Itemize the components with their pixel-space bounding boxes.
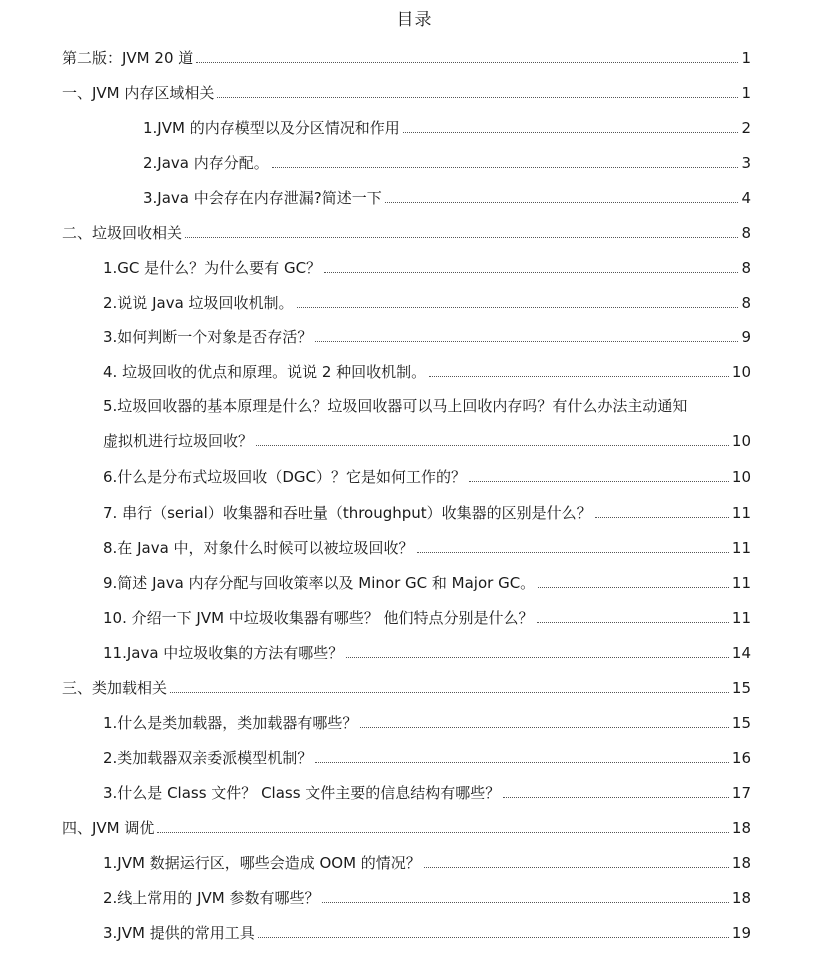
toc-entry-label: 三、类加载相关 [62, 679, 168, 697]
dot-leader [185, 237, 738, 238]
dot-leader [385, 202, 738, 203]
toc-entry-label: 11.Java 中垃圾收集的方法有哪些？ [103, 644, 344, 662]
toc-entry[interactable] [103, 849, 751, 873]
dot-leader [595, 517, 729, 518]
toc-entry-page: 18 [731, 819, 751, 837]
dot-leader [170, 692, 729, 693]
toc-entry-page: 15 [731, 679, 751, 697]
toc-entry-label: 2.类加载器双亲委派模型机制？ [103, 749, 313, 767]
toc-entry[interactable] [103, 884, 751, 908]
toc-entry-wrapped-line[interactable]: 5.垃圾回收器的基本原理是什么？垃圾回收器可以马上回收内存吗？有什么办法主动通知 [103, 397, 688, 415]
toc-entry-page: 2 [741, 119, 751, 137]
dot-leader [503, 797, 729, 798]
dot-leader [360, 727, 729, 728]
toc-entry-page: 11 [731, 609, 751, 627]
toc-entry[interactable] [103, 254, 751, 278]
toc-entry-page: 10 [731, 468, 751, 486]
toc-entry-label: 1.JVM 的内存模型以及分区情况和作用 [143, 119, 400, 137]
dot-leader [469, 481, 729, 482]
toc-entry[interactable] [143, 114, 751, 138]
toc-entry[interactable] [103, 604, 751, 628]
dot-leader [403, 132, 738, 133]
dot-leader [196, 62, 738, 63]
toc-entry[interactable] [103, 358, 751, 382]
toc-entry[interactable] [103, 569, 751, 593]
toc-entry-page: 8 [741, 224, 751, 242]
toc-entry-label: 1.JVM 数据运行区，哪些会造成 OOM 的情况？ [103, 854, 421, 872]
toc-entry[interactable] [62, 674, 751, 698]
toc-entry[interactable] [62, 814, 751, 838]
toc-entry[interactable] [143, 184, 751, 208]
dot-leader [417, 552, 729, 553]
toc-entry-page: 14 [731, 644, 751, 662]
dot-leader [324, 272, 738, 273]
toc-entry-page: 19 [731, 924, 751, 942]
toc-entry-label: 10. 介绍一下 JVM 中垃圾收集器有哪些？ 他们特点分别是什么？ [103, 609, 534, 627]
toc-entry-page: 15 [731, 714, 751, 732]
toc-entry-page: 1 [741, 49, 751, 67]
dot-leader [538, 587, 729, 588]
toc-entry[interactable] [103, 639, 751, 663]
toc-entry[interactable] [103, 779, 751, 803]
toc-entry-page: 3 [741, 154, 751, 172]
toc-entry-page: 11 [731, 574, 751, 592]
toc-entry[interactable] [103, 463, 751, 487]
toc-entry-page: 4 [741, 189, 751, 207]
dot-leader [537, 622, 729, 623]
dot-leader [315, 762, 729, 763]
toc-entry-label: 3.如何判断一个对象是否存活？ [103, 328, 313, 346]
toc-entry[interactable] [103, 709, 751, 733]
toc-entry-page: 10 [731, 432, 751, 450]
toc-entry-label: 6.什么是分布式垃圾回收（DGC）？它是如何工作的？ [103, 468, 466, 486]
toc-entry-label: 2.说说 Java 垃圾回收机制。 [103, 294, 294, 312]
toc-entry[interactable] [103, 744, 751, 768]
toc-entry-page: 17 [731, 784, 751, 802]
toc-entry-label: 4. 垃圾回收的优点和原理。说说 2 种回收机制。 [103, 363, 427, 381]
toc-entry-label: 3.什么是 Class 文件？ Class 文件主要的信息结构有哪些？ [103, 784, 501, 802]
toc-entry[interactable] [103, 919, 751, 943]
toc-entry[interactable] [62, 219, 751, 243]
toc-entry[interactable] [103, 534, 751, 558]
toc-entry-label: 四、JVM 调优 [62, 819, 155, 837]
dot-leader [322, 902, 728, 903]
dot-leader [429, 376, 729, 377]
toc-entry-page: 18 [731, 854, 751, 872]
toc-entry-page: 1 [741, 84, 751, 102]
toc-entry-page: 9 [741, 328, 751, 346]
dot-leader [424, 867, 729, 868]
toc-entry-label: 二、垃圾回收相关 [62, 224, 183, 242]
toc-entry-page: 8 [741, 259, 751, 277]
toc-entry-label: 1.GC 是什么？为什么要有 GC？ [103, 259, 322, 277]
toc-entry[interactable] [62, 44, 751, 68]
toc-entry-page: 18 [731, 889, 751, 907]
toc-entry-label: 一、JVM 内存区域相关 [62, 84, 215, 102]
dot-leader [157, 832, 729, 833]
toc-entry-page: 10 [731, 363, 751, 381]
toc-entry[interactable] [103, 323, 751, 347]
dot-leader [297, 307, 738, 308]
toc-entry-label: 虚拟机进行垃圾回收？ [103, 432, 254, 450]
toc-entry-label: 9.简述 Java 内存分配与回收策率以及 Minor GC 和 Major GC。 [103, 574, 536, 592]
toc-entry-page: 16 [731, 749, 751, 767]
toc-entry-label: 3.Java 中会存在内存泄漏?简述一下 [143, 189, 382, 207]
dot-leader [315, 341, 738, 342]
toc-entry[interactable] [143, 149, 751, 173]
toc-entry-label: 8.在 Java 中，对象什么时候可以被垃圾回收？ [103, 539, 414, 557]
dot-leader [272, 167, 738, 168]
dot-leader [256, 445, 729, 446]
dot-leader [346, 657, 729, 658]
toc-title: 目录 [396, 10, 433, 30]
dot-leader [217, 97, 738, 98]
toc-entry[interactable] [103, 289, 751, 313]
toc-entry-label: 7. 串行（serial）收集器和吞吐量（throughput）收集器的区别是什么？ [103, 504, 592, 522]
toc-entry[interactable] [103, 427, 751, 451]
toc-entry-page: 11 [731, 539, 751, 557]
dot-leader [258, 937, 729, 938]
toc-entry-label: 1.什么是类加载器，类加载器有哪些？ [103, 714, 358, 732]
toc-entry-label: 第二版：JVM 20 道 [62, 49, 194, 67]
toc-entry[interactable] [62, 79, 751, 103]
toc-entry-page: 11 [731, 504, 751, 522]
toc-entry-label: 2.线上常用的 JVM 参数有哪些？ [103, 889, 320, 907]
toc-entry-label: 3.JVM 提供的常用工具 [103, 924, 255, 942]
toc-entry-label: 2.Java 内存分配。 [143, 154, 269, 172]
toc-entry[interactable] [103, 499, 751, 523]
toc-entry-page: 8 [741, 294, 751, 312]
